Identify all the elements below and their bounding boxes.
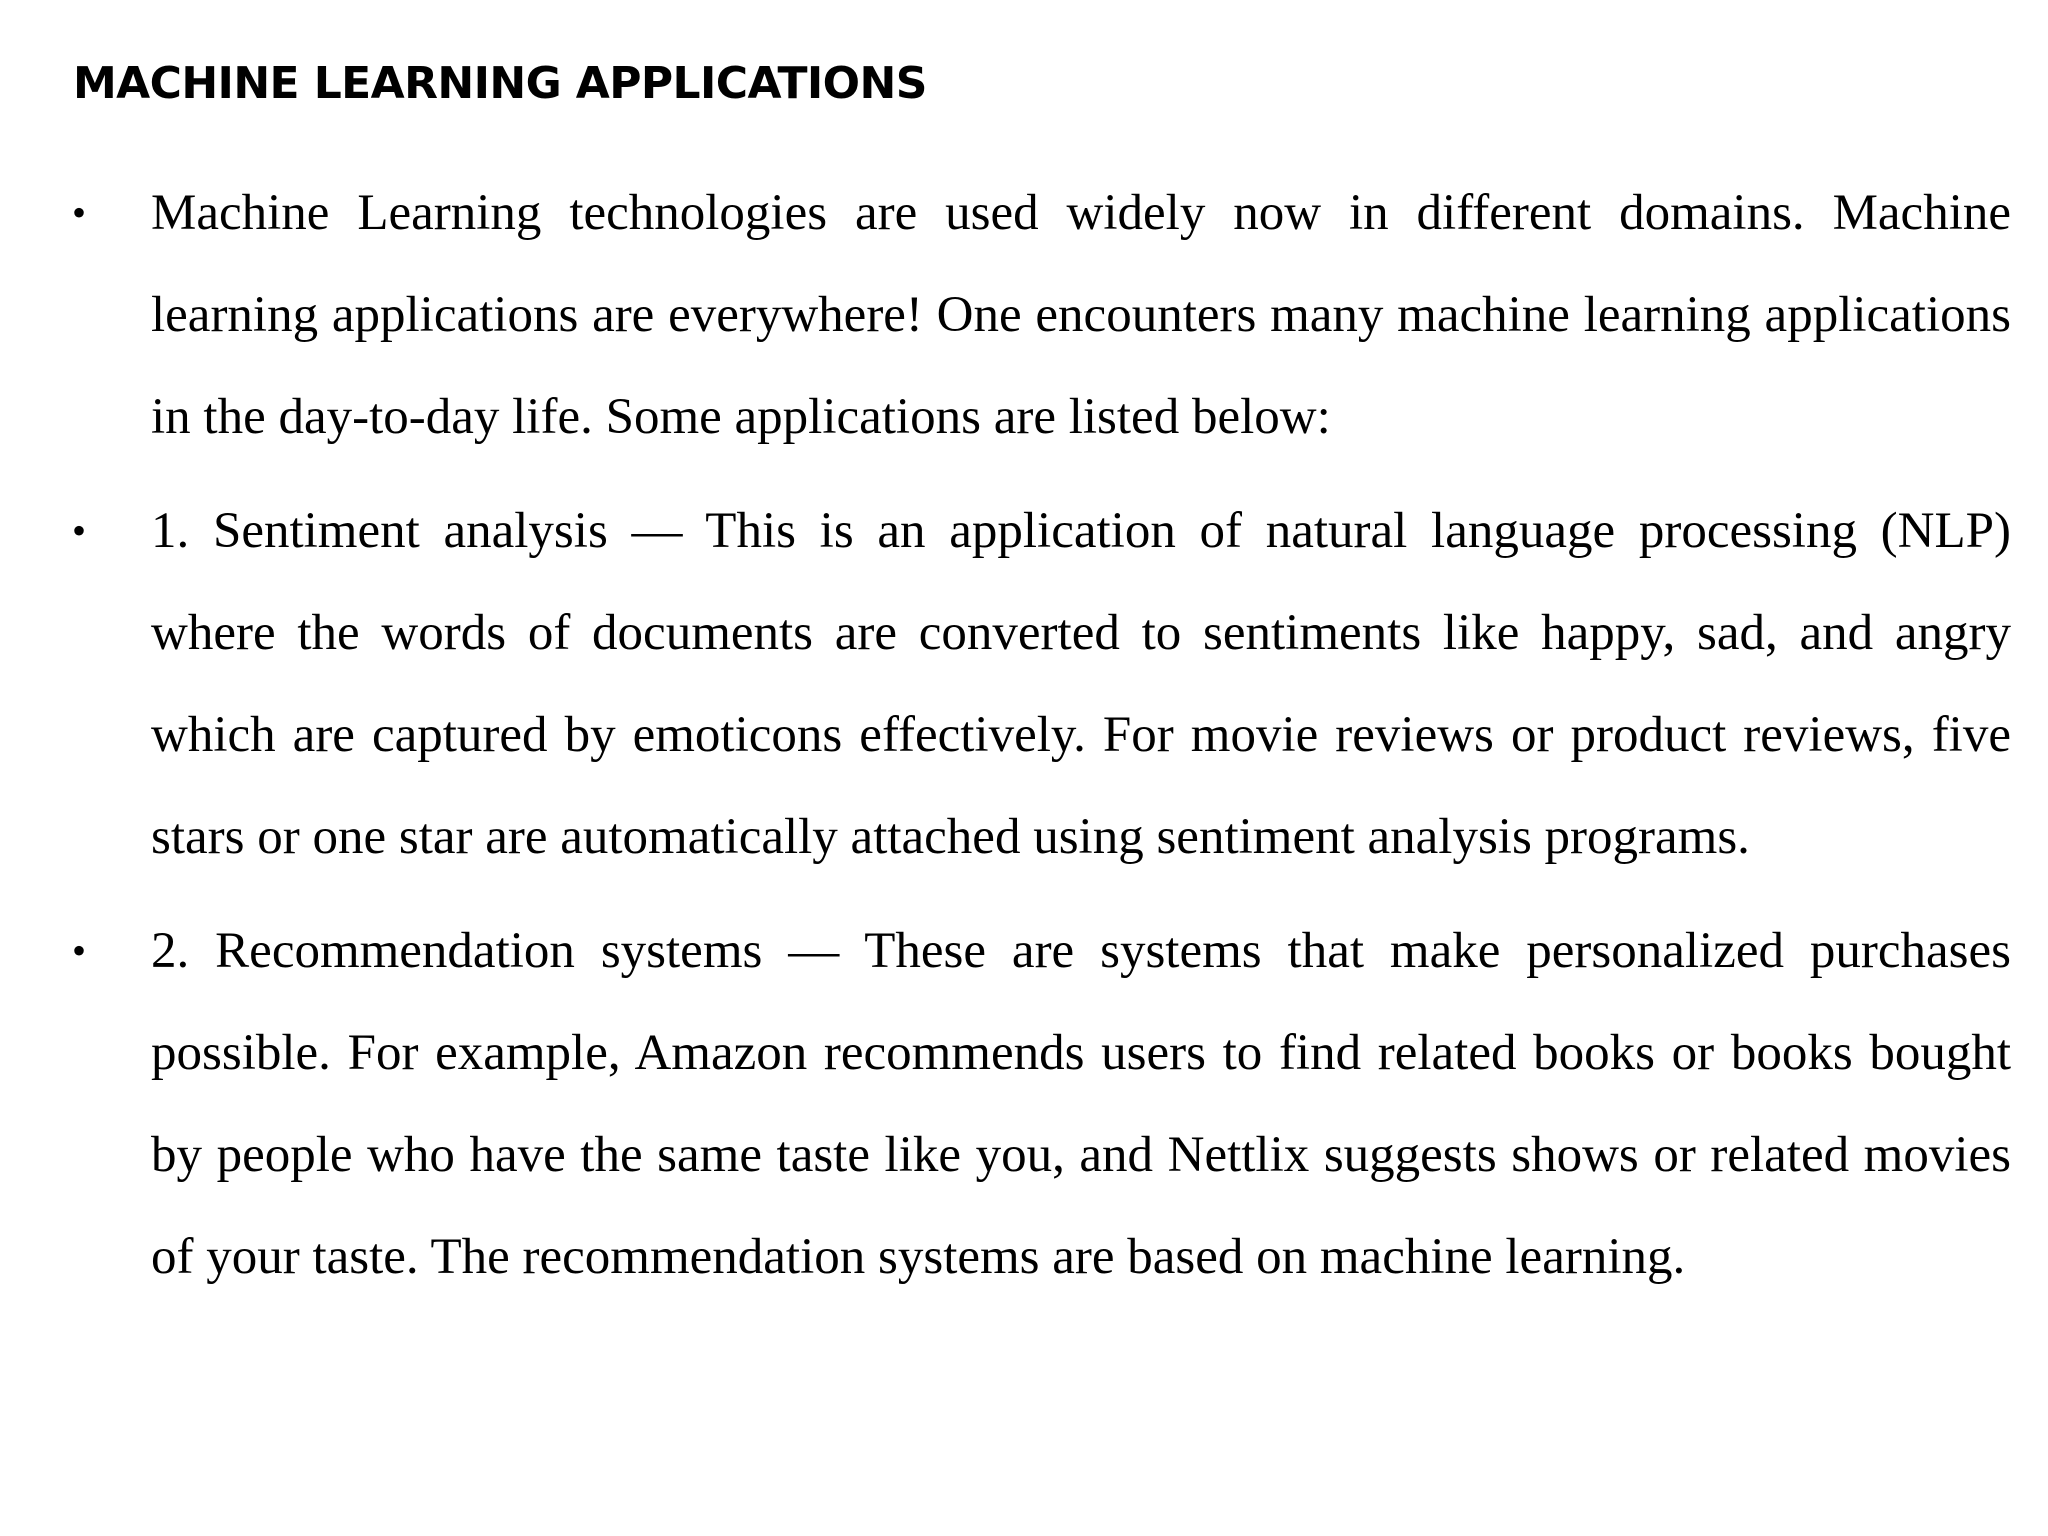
bullet-item	[0, 900, 2048, 1308]
bullet-icon: •	[72, 928, 87, 973]
slide-title: MACHINE LEARNING APPLICATIONS	[73, 58, 927, 109]
bullet-icon: •	[72, 508, 87, 553]
bullet-text-sentiment-analysis: 1. Sentiment analysis — This is an application of natural language processing (NLP) where the words of documents are converted to sentiments like happy, sad, and angry which are captured by emoticons effectively. For movie reviews or product reviews, five stars or one star are automatically attached using sentiment analysis programs.	[151, 503, 2011, 865]
bullet-text-intro: Machine Learning technologies are used widely now in different domains. Machine learning applications are everywhere! One encounters many machine learning applications in the day-to-day life. Some applications are listed below:	[151, 185, 2011, 445]
bullet-icon: •	[72, 190, 87, 235]
bullet-item	[0, 480, 2048, 888]
bullet-list	[0, 162, 2048, 1320]
bullet-item	[0, 162, 2048, 468]
bullet-text-recommendation-systems: 2. Recommendation systems — These are systems that make personalized purchases possible. For example, Amazon recommends users to find related books or books bought by people who have the same taste like you, and Nettlix suggests shows or related movies of your taste. The recommendation systems are based on machine learning.	[151, 923, 2011, 1285]
